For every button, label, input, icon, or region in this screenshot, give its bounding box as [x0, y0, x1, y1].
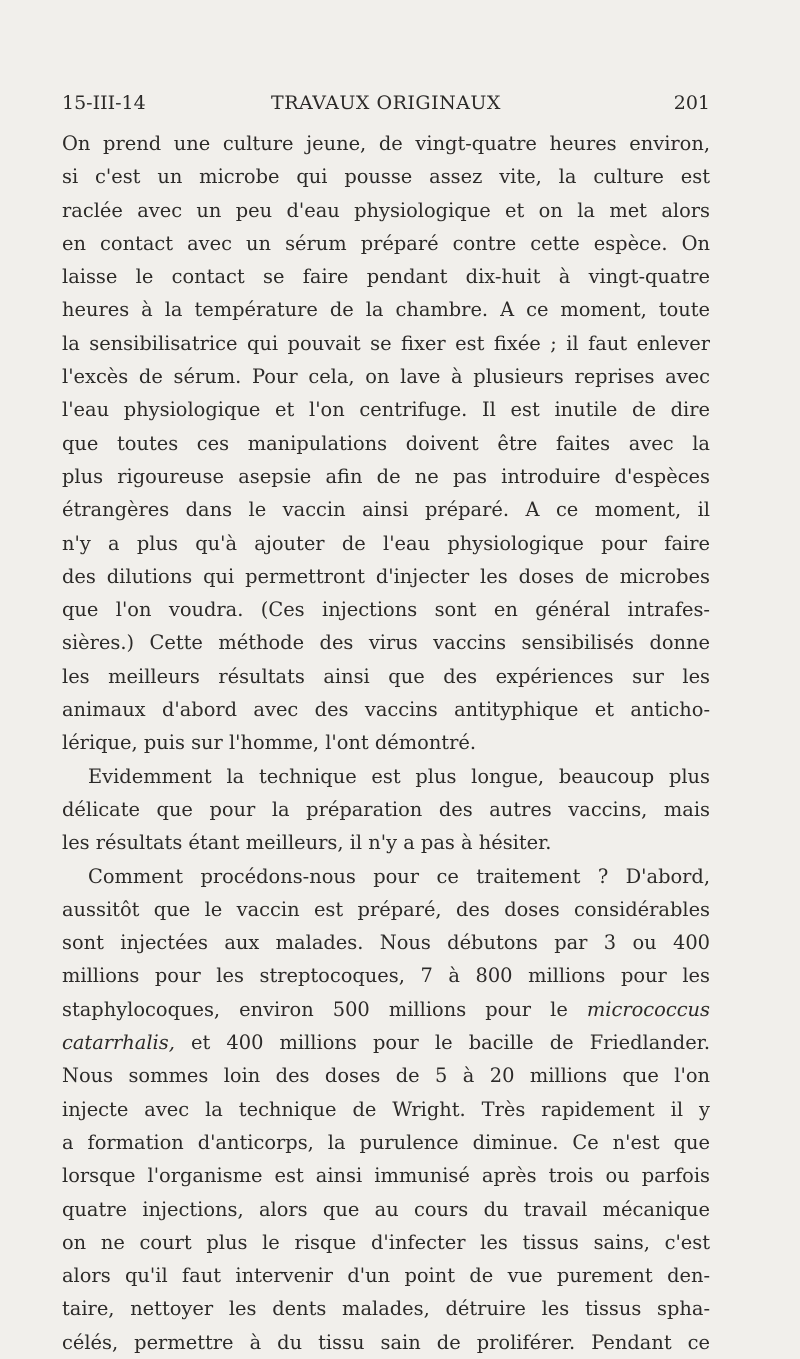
text-line: plus rigoureuse asepsie afin de ne pas introduire d'espèces [62, 464, 710, 488]
text-line: que l'on voudra. (Ces injections sont en général intrafes- [62, 598, 710, 622]
text-line: raclée avec un peu d'eau physiologique et on la met alors [62, 198, 710, 222]
text-line: taire, nettoyer les dents malades, détruire les tissus spha- [62, 1297, 710, 1321]
text-line: Nous sommes loin des doses de 5 à 20 millions que l'on [62, 1064, 710, 1088]
text-line: l'excès de sérum. Pour cela, on lave à plusieurs reprises avec [62, 365, 710, 389]
text-line: sont injectées aux malades. Nous débutons par 3 ou 400 [62, 931, 710, 955]
text-line: n'y a plus qu'à ajouter de l'eau physiologique pour faire [62, 531, 710, 555]
text-line: alors qu'il faut intervenir d'un point de vue purement den- [62, 1264, 710, 1288]
italic-term: micrococcus [586, 997, 710, 1021]
text-line: quatre injections, alors que au cours du travail mécanique [62, 1197, 710, 1221]
text-line: lérique, puis sur l'homme, l'ont démontré. [62, 731, 477, 755]
header-title: TRAVAUX ORIGINAUX [271, 92, 501, 114]
text-line: on ne court plus le risque d'infecter les tissus sains, c'est [62, 1230, 710, 1254]
text-line: l'eau physiologique et l'on centrifuge. Il est inutile de dire [62, 398, 710, 422]
text-line: millions pour les streptocoques, 7 à 800 millions pour les [62, 964, 710, 988]
text-line: étrangères dans le vaccin ainsi préparé. A ce moment, il [62, 498, 710, 522]
text-line: que toutes ces manipulations doivent être faites avec la [62, 431, 710, 455]
running-header [62, 92, 710, 122]
text-line: en contact avec un sérum préparé contre cette espèce. On [62, 231, 710, 255]
text-line: célés, permettre à du tissu sain de proliférer. Pendant ce [62, 1330, 710, 1354]
text-line: Comment procédons-nous pour ce traitement ? D'abord, [88, 864, 710, 888]
italic-term: catarrhalis, [62, 1031, 175, 1055]
text-line: sières.) Cette méthode des virus vaccins sensibilisés donne [62, 631, 710, 655]
text-line: heures à la température de la chambre. A ce moment, toute [62, 298, 710, 322]
text-line: a formation d'anticorps, la purulence diminue. Ce n'est que [62, 1130, 710, 1154]
text-line: délicate que pour la préparation des autres vaccins, mais [62, 797, 710, 821]
text-line: aussitôt que le vaccin est préparé, des doses considérables [62, 897, 710, 921]
text-segment: et 400 millions pour le bacille de Friedlander. [174, 1031, 710, 1055]
text-line: les résultats étant meilleurs, il n'y a pas à hésiter. [62, 831, 552, 855]
text-segment: staphylocoques, environ 500 millions pour le [62, 997, 587, 1021]
text-line [62, 993, 710, 1026]
text-line: lorsque l'organisme est ainsi immunisé après trois ou parfois [62, 1164, 710, 1188]
text-line: des dilutions qui permettront d'injecter les doses de microbes [62, 564, 710, 588]
text-line: la sensibilisatrice qui pouvait se fixer est fixée ; il faut enlever [62, 331, 710, 355]
header-date: 15-III-14 [62, 92, 146, 114]
text-line: si c'est un microbe qui pousse assez vite, la culture est [62, 165, 710, 189]
text-line: injecte avec la technique de Wright. Très rapidement il y [62, 1097, 710, 1121]
body-text [62, 127, 710, 1359]
text-line: laisse le contact se faire pendant dix-huit à vingt-quatre [62, 265, 710, 289]
text-line: les meilleurs résultats ainsi que des expériences sur les [62, 664, 710, 688]
page-number: 201 [673, 92, 710, 114]
text-line [62, 1026, 710, 1059]
text-line: Evidemment la technique est plus longue, beaucoup plus [88, 764, 710, 788]
text-line: On prend une culture jeune, de vingt-quatre heures environ, [62, 132, 710, 155]
text-line: animaux d'abord avec des vaccins antityphique et anticho- [62, 698, 710, 722]
